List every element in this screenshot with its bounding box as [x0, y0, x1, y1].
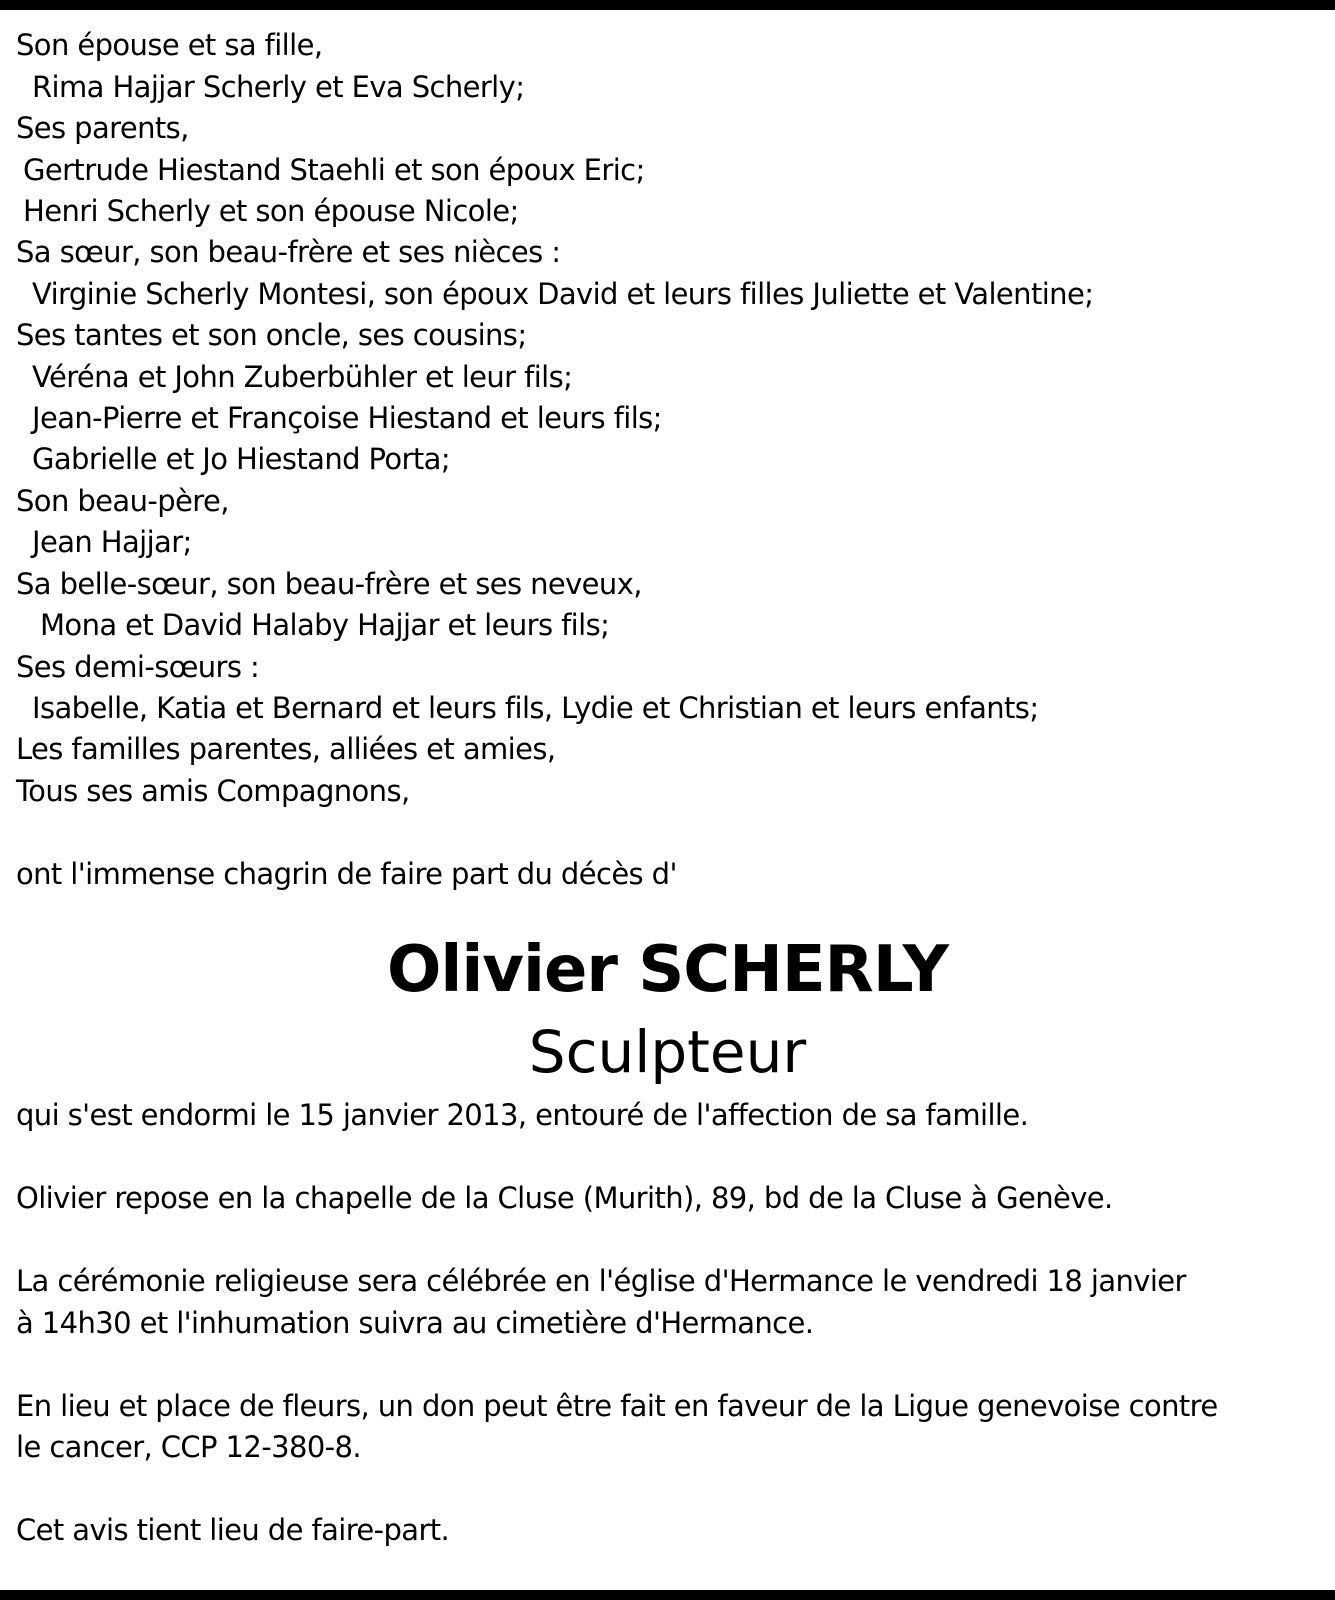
death-notice-text: qui s'est endormi le 15 janvier 2013, entouré de l'affection de sa famille.	[16, 1098, 1029, 1132]
family-line: Ses tantes et son oncle, ses cousins;	[16, 318, 527, 352]
ceremony-text: à 14h30 et l'inhumation suivra au cimetière d'Hermance.	[16, 1306, 814, 1340]
family-line: Ses demi-sœurs :	[16, 650, 260, 684]
family-line: Jean Hajjar;	[32, 525, 192, 559]
family-line: Henri Scherly et son épouse Nicole;	[23, 194, 519, 228]
donation-text: le cancer, CCP 12-380-8.	[16, 1430, 362, 1464]
family-line: Mona et David Halaby Hajjar et leurs fils;	[40, 608, 610, 642]
donation-text: En lieu et place de fleurs, un don peut être fait en faveur de la Ligue genevoise contre	[16, 1389, 1218, 1423]
family-line: Isabelle, Katia et Bernard et leurs fils, Lydie et Christian et leurs enfants;	[32, 691, 1039, 725]
rest-location-text: Olivier repose en la chapelle de la Cluse (Murith), 89, bd de la Cluse à Genève.	[16, 1181, 1113, 1215]
closing-text: Cet avis tient lieu de faire-part.	[16, 1513, 450, 1547]
family-line: Jean-Pierre et Françoise Hiestand et leurs fils;	[32, 401, 662, 435]
top-border	[0, 0, 1335, 10]
family-line: Son épouse et sa fille,	[16, 28, 323, 62]
family-line: Tous ses amis Compagnons,	[16, 774, 410, 808]
deceased-name: Olivier SCHERLY	[387, 933, 948, 1007]
ceremony-text: La cérémonie religieuse sera célébrée en l'église d'Hermance le vendredi 18 janvier	[16, 1264, 1186, 1298]
bottom-border	[0, 1590, 1335, 1600]
family-line: Sa sœur, son beau-frère et ses nièces :	[16, 235, 561, 269]
family-line: Sa belle-sœur, son beau-frère et ses neveux,	[16, 567, 642, 601]
family-line: Les familles parentes, alliées et amies,	[16, 732, 556, 766]
family-line: Son beau-père,	[16, 484, 229, 518]
family-line: Rima Hajjar Scherly et Eva Scherly;	[32, 70, 525, 104]
family-line: Véréna et John Zuberbühler et leur fils;	[32, 360, 573, 394]
family-line: Ses parents,	[16, 111, 189, 145]
deceased-profession: Sculpteur	[528, 1018, 807, 1086]
family-line: Virginie Scherly Montesi, son époux David et leurs filles Juliette et Valentine;	[32, 277, 1094, 311]
family-line: Gabrielle et Jo Hiestand Porta;	[32, 442, 450, 476]
announcement-text: ont l'immense chagrin de faire part du décès d'	[16, 857, 677, 891]
family-line: Gertrude Hiestand Staehli et son époux Eric;	[23, 153, 645, 187]
